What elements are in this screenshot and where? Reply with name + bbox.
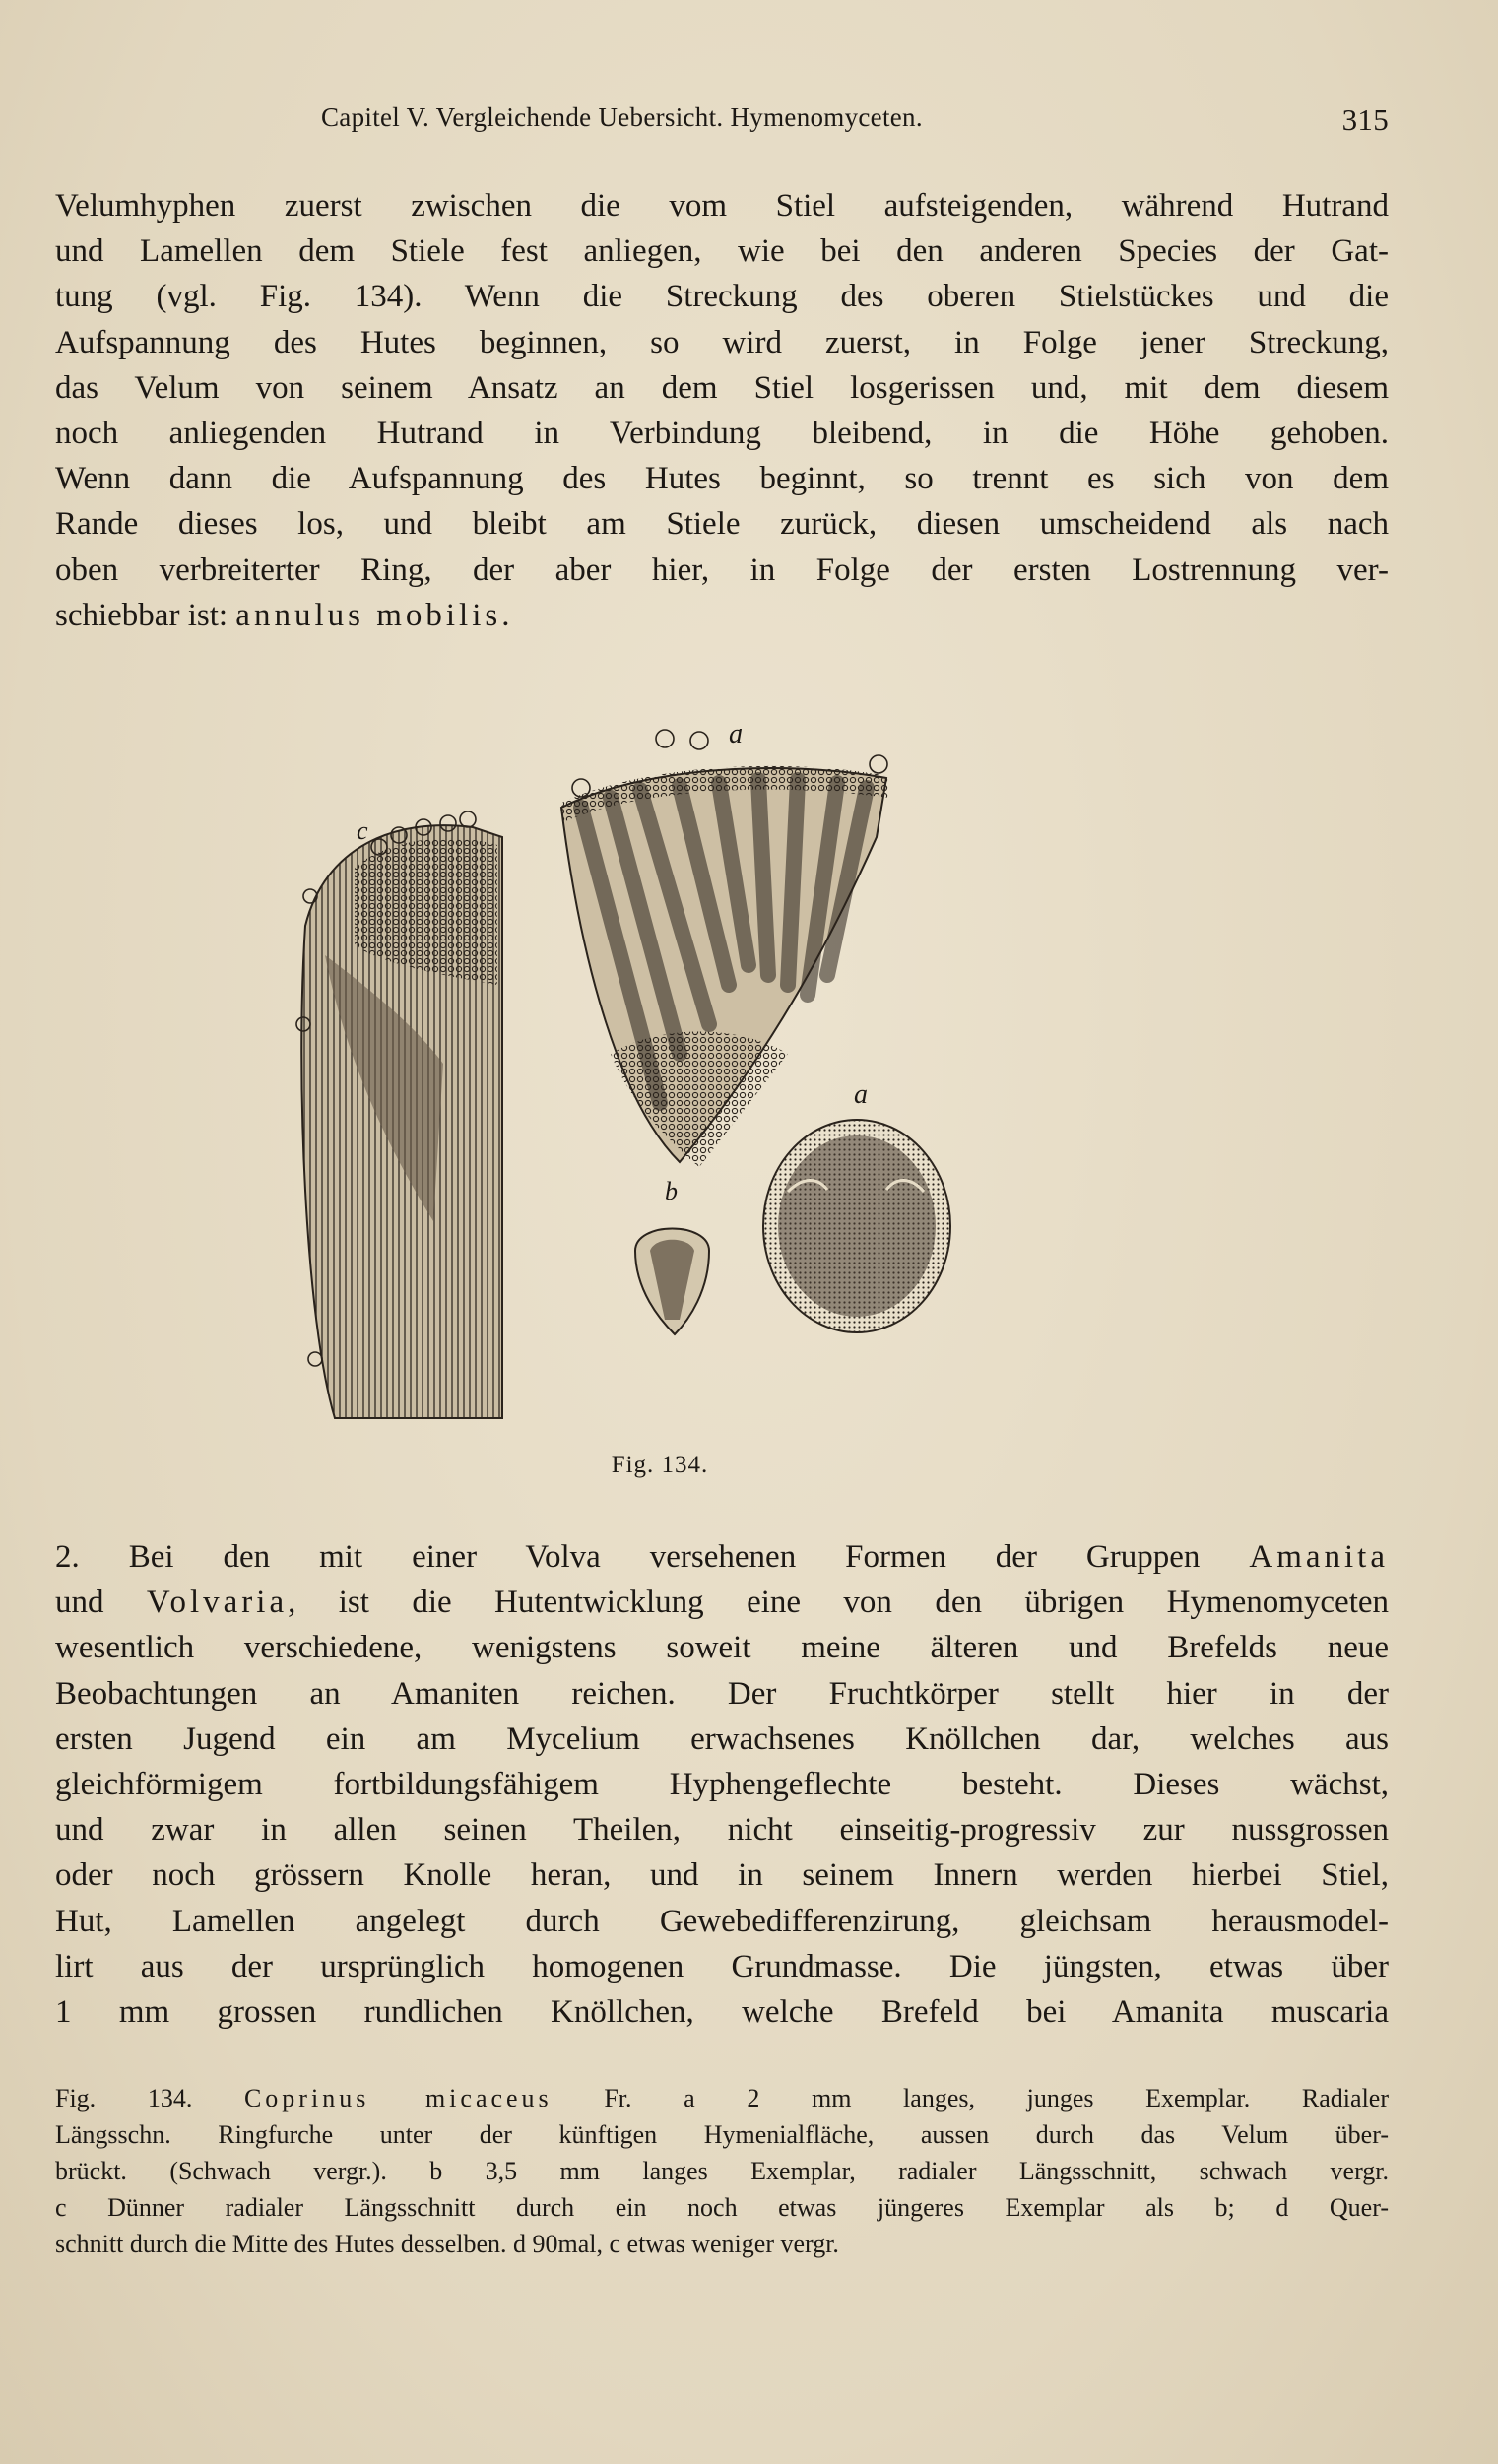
drawing-a: [763, 1079, 950, 1332]
spaced-term: Coprinus micaceus: [243, 2084, 553, 2112]
text-line: ersten Jugend ein am Mycelium erwachsenes Knöllchen dar, welches aus: [55, 1720, 1389, 1757]
text-line: und Lamellen dem Stiele fest anliegen, wie bei den anderen Species der Gat-: [55, 233, 1389, 270]
chapter-title: Capitel V. Vergleichende Uebersicht. Hymenomyceten.: [321, 102, 923, 132]
footnote-caption: [55, 2080, 1389, 2262]
text-line: und zwar in allen seinen Theilen, nicht einseitig-progressiv zur nussgrossen: [55, 1812, 1389, 1848]
spaced-term: Amanita: [1249, 1539, 1389, 1575]
text-segment: Fig. 134.: [55, 2084, 244, 2112]
text-line: das Velum von seinem Ansatz an dem Stiel losgerissen und, mit dem diesem: [55, 369, 1389, 406]
running-header: [55, 98, 1389, 144]
text-line: Rande dieses los, und bleibt am Stiele zurück, diesen umscheidend als nach: [55, 506, 1389, 543]
text-line: Aufspannung des Hutes beginnen, so wird zuerst, in Folge jener Streckung,: [55, 324, 1389, 360]
text-segment: und: [55, 1585, 147, 1621]
text-line: oder noch grössern Knolle heran, und in seinem Innern werden hierbei Stiel,: [55, 1857, 1389, 1894]
text-line: Hut, Lamellen angelegt durch Gewebedifferenzirung, gleichsam herausmodel-: [55, 1903, 1389, 1939]
drawing-d: [561, 729, 888, 1167]
text-line: Velumhyphen zuerst zwischen die vom Stiel aufsteigenden, während Hutrand: [55, 188, 1389, 224]
label-a: a: [854, 1079, 868, 1110]
text-line: tung (vgl. Fig. 134). Wenn die Streckung des oberen Stielstückes und die: [55, 279, 1389, 315]
text-line: Längsschn. Ringfurche unter der künftigen Hymenialfläche, aussen durch das Velum über-: [55, 2120, 1389, 2149]
text-line: oben verbreiterter Ring, der aber hier, in Folge der ersten Lostrennung ver-: [55, 551, 1389, 588]
label-c: c: [357, 816, 368, 845]
spaced-term: annulus mobilis.: [235, 597, 514, 633]
text-line: [55, 1534, 1389, 1580]
text-line: lirt aus der ursprünglich homogenen Grundmasse. Die jüngsten, etwas über: [55, 1948, 1389, 1984]
spaced-term: Volvaria: [146, 1585, 289, 1621]
text-line: c Dünner radialer Längsschnitt durch ein noch etwas jüngeres Exemplar als b; d Quer-: [55, 2193, 1389, 2222]
text-line: Beobachtungen an Amaniten reichen. Der Fruchtkörper stellt hier in der: [55, 1675, 1389, 1712]
text-line: wesentlich verschiedene, wenigstens soweit meine älteren und Brefelds neue: [55, 1630, 1389, 1666]
text-line: [55, 2080, 1389, 2116]
text-line: [55, 1580, 1389, 1625]
drawing-b: [635, 1177, 709, 1334]
drawing-c: [296, 811, 502, 1418]
text-segment: Fr. a 2 mm langes, junges Exemplar. Radialer: [552, 2084, 1389, 2112]
label-d: d: [729, 729, 743, 749]
paragraph-1: [55, 183, 1389, 638]
text-line: Wenn dann die Aufspannung des Hutes beginnt, so trennt es sich von dem: [55, 461, 1389, 497]
text-line: schnitt durch die Mitte des Hutes desselben. d 90mal, c etwas weniger vergr.: [55, 2230, 839, 2258]
text-segment: 2. Bei den mit einer Volva versehenen Formen der Gruppen: [55, 1539, 1250, 1575]
text-line: noch anliegenden Hutrand in Verbindung bleibend, in die Höhe gehoben.: [55, 416, 1389, 452]
page-number: 315: [1341, 102, 1389, 137]
paragraph-2: [55, 1534, 1389, 2035]
text-line: [55, 593, 1389, 638]
text-line: brückt. (Schwach vergr.). b 3,5 mm langes Exemplar, radialer Längsschnitt, schwach vergr.: [55, 2157, 1389, 2185]
text-segment: schiebbar ist:: [55, 597, 236, 633]
figure-134: [266, 729, 1054, 1477]
text-line: gleichförmigem fortbildungsfähigem Hyphengeflechte besteht. Dieses wächst,: [55, 1767, 1389, 1803]
text-segment: , ist die Hutentwicklung eine von den übrigen Hymenomyceten: [288, 1585, 1390, 1621]
figure-caption: Fig. 134.: [611, 1452, 709, 1478]
text-line: 1 mm grossen rundlichen Knöllchen, welche Brefeld bei Amanita muscaria: [55, 1994, 1389, 2031]
label-b: b: [665, 1177, 678, 1205]
figure-illustration: [266, 729, 1054, 1438]
